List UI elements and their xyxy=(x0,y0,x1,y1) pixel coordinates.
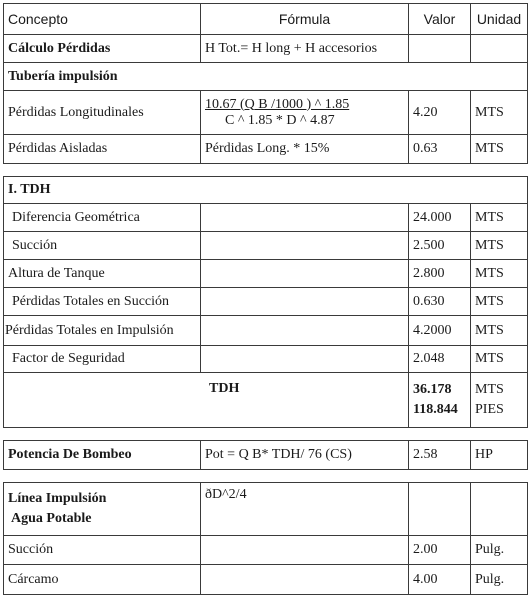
tdh-row-valor: 0.630 xyxy=(409,288,471,316)
perdidas-aisladas-formula: Pérdidas Long. * 15% xyxy=(201,135,409,164)
tdh-row-label: Altura de Tanque xyxy=(4,260,201,288)
perdidas-aisladas-valor: 0.63 xyxy=(409,135,471,164)
tdh-total-unidad-m: MTS xyxy=(475,382,504,397)
potencia-unidad: HP xyxy=(471,441,528,470)
impulsion-table xyxy=(3,482,528,595)
table-row xyxy=(4,316,528,346)
tdh-table xyxy=(3,176,528,428)
tdh-row-label: Diferencia Geométrica xyxy=(4,204,201,232)
header-concepto: Concepto xyxy=(4,4,201,35)
tdh-total-valor xyxy=(409,373,471,428)
tdh-row-valor: 24.000 xyxy=(409,204,471,232)
impulsion-row-label: Cárcamo xyxy=(4,565,201,595)
tdh-row-unidad: MTS xyxy=(471,260,528,288)
perdidas-longitudinales-valor: 4.20 xyxy=(409,91,471,135)
tdh-row-valor: 4.2000 xyxy=(409,316,471,346)
tdh-total-valor-m: 36.178 xyxy=(413,382,452,397)
formula-denominator: C ^ 1.85 * D ^ 4.87 xyxy=(225,112,335,128)
perdidas-table xyxy=(3,3,528,164)
tdh-section-title: I. TDH xyxy=(4,177,528,204)
linea-impulsion-formula: ðD^2/4 xyxy=(201,483,409,536)
linea-impulsion-line2: Agua Potable xyxy=(11,511,92,526)
table-row xyxy=(4,346,528,373)
tdh-row-unidad: MTS xyxy=(471,288,528,316)
potencia-valor: 2.58 xyxy=(409,441,471,470)
header-valor: Valor xyxy=(409,4,471,35)
impulsion-row-valor: 4.00 xyxy=(409,565,471,595)
potencia-label: Potencia De Bombeo xyxy=(4,441,201,470)
linea-impulsion-line1: Línea Impulsión xyxy=(8,491,107,506)
tdh-total-label: TDH xyxy=(4,373,409,428)
impulsion-row-label: Succión xyxy=(4,536,201,565)
perdidas-aisladas-unidad: MTS xyxy=(471,135,528,164)
impulsion-row-unidad: Pulg. xyxy=(471,565,528,595)
header-unidad: Unidad xyxy=(471,4,528,35)
table-row xyxy=(4,232,528,260)
perdidas-longitudinales-label: Pérdidas Longitudinales xyxy=(4,91,201,135)
tdh-row-label: Factor de Seguridad xyxy=(4,346,201,373)
tdh-row-unidad: MTS xyxy=(471,346,528,373)
table-row xyxy=(4,441,528,470)
table-row xyxy=(4,204,528,232)
tdh-total-unidad-ft: PIES xyxy=(475,402,504,417)
perdidas-longitudinales-unidad: MTS xyxy=(471,91,528,135)
tdh-row-unidad: MTS xyxy=(471,232,528,260)
calculo-perdidas-formula: H Tot.= H long + H accesorios xyxy=(201,35,409,63)
tdh-row-unidad: MTS xyxy=(471,204,528,232)
table-row xyxy=(4,536,528,565)
calculo-perdidas-label: Cálculo Pérdidas xyxy=(4,35,201,63)
tdh-total-unidad xyxy=(471,373,528,428)
tdh-total-row xyxy=(4,373,528,428)
linea-impulsion-label xyxy=(4,483,201,536)
potencia-formula: Pot = Q B* TDH/ 76 (CS) xyxy=(201,441,409,470)
tdh-row-label: Succión xyxy=(4,232,201,260)
table-row xyxy=(4,91,528,135)
tdh-row-label: Pérdidas Totales en Impulsión xyxy=(4,316,201,346)
tdh-total-valor-ft: 118.844 xyxy=(413,402,458,417)
perdidas-aisladas-label: Pérdidas Aisladas xyxy=(4,135,201,164)
formula-numerator: 10.67 (Q B /1000 ) ^ 1.85 xyxy=(205,96,350,112)
table-row xyxy=(4,565,528,595)
table-row xyxy=(4,135,528,164)
table-row xyxy=(4,177,528,204)
table-row xyxy=(4,63,528,91)
table-row xyxy=(4,288,528,316)
tdh-row-label: Pérdidas Totales en Succión xyxy=(4,288,201,316)
tdh-row-valor: 2.500 xyxy=(409,232,471,260)
perdidas-longitudinales-formula xyxy=(201,91,409,135)
tdh-row-valor: 2.800 xyxy=(409,260,471,288)
impulsion-row-valor: 2.00 xyxy=(409,536,471,565)
table-row xyxy=(4,260,528,288)
header-row xyxy=(4,4,528,35)
tdh-row-valor: 2.048 xyxy=(409,346,471,373)
tuberia-impulsion-label: Tubería impulsión xyxy=(4,63,528,91)
header-formula: Fórmula xyxy=(201,4,409,35)
potencia-table xyxy=(3,440,528,470)
tdh-row-unidad: MTS xyxy=(471,316,528,346)
table-row xyxy=(4,483,528,536)
table-row xyxy=(4,35,528,63)
impulsion-row-unidad: Pulg. xyxy=(471,536,528,565)
